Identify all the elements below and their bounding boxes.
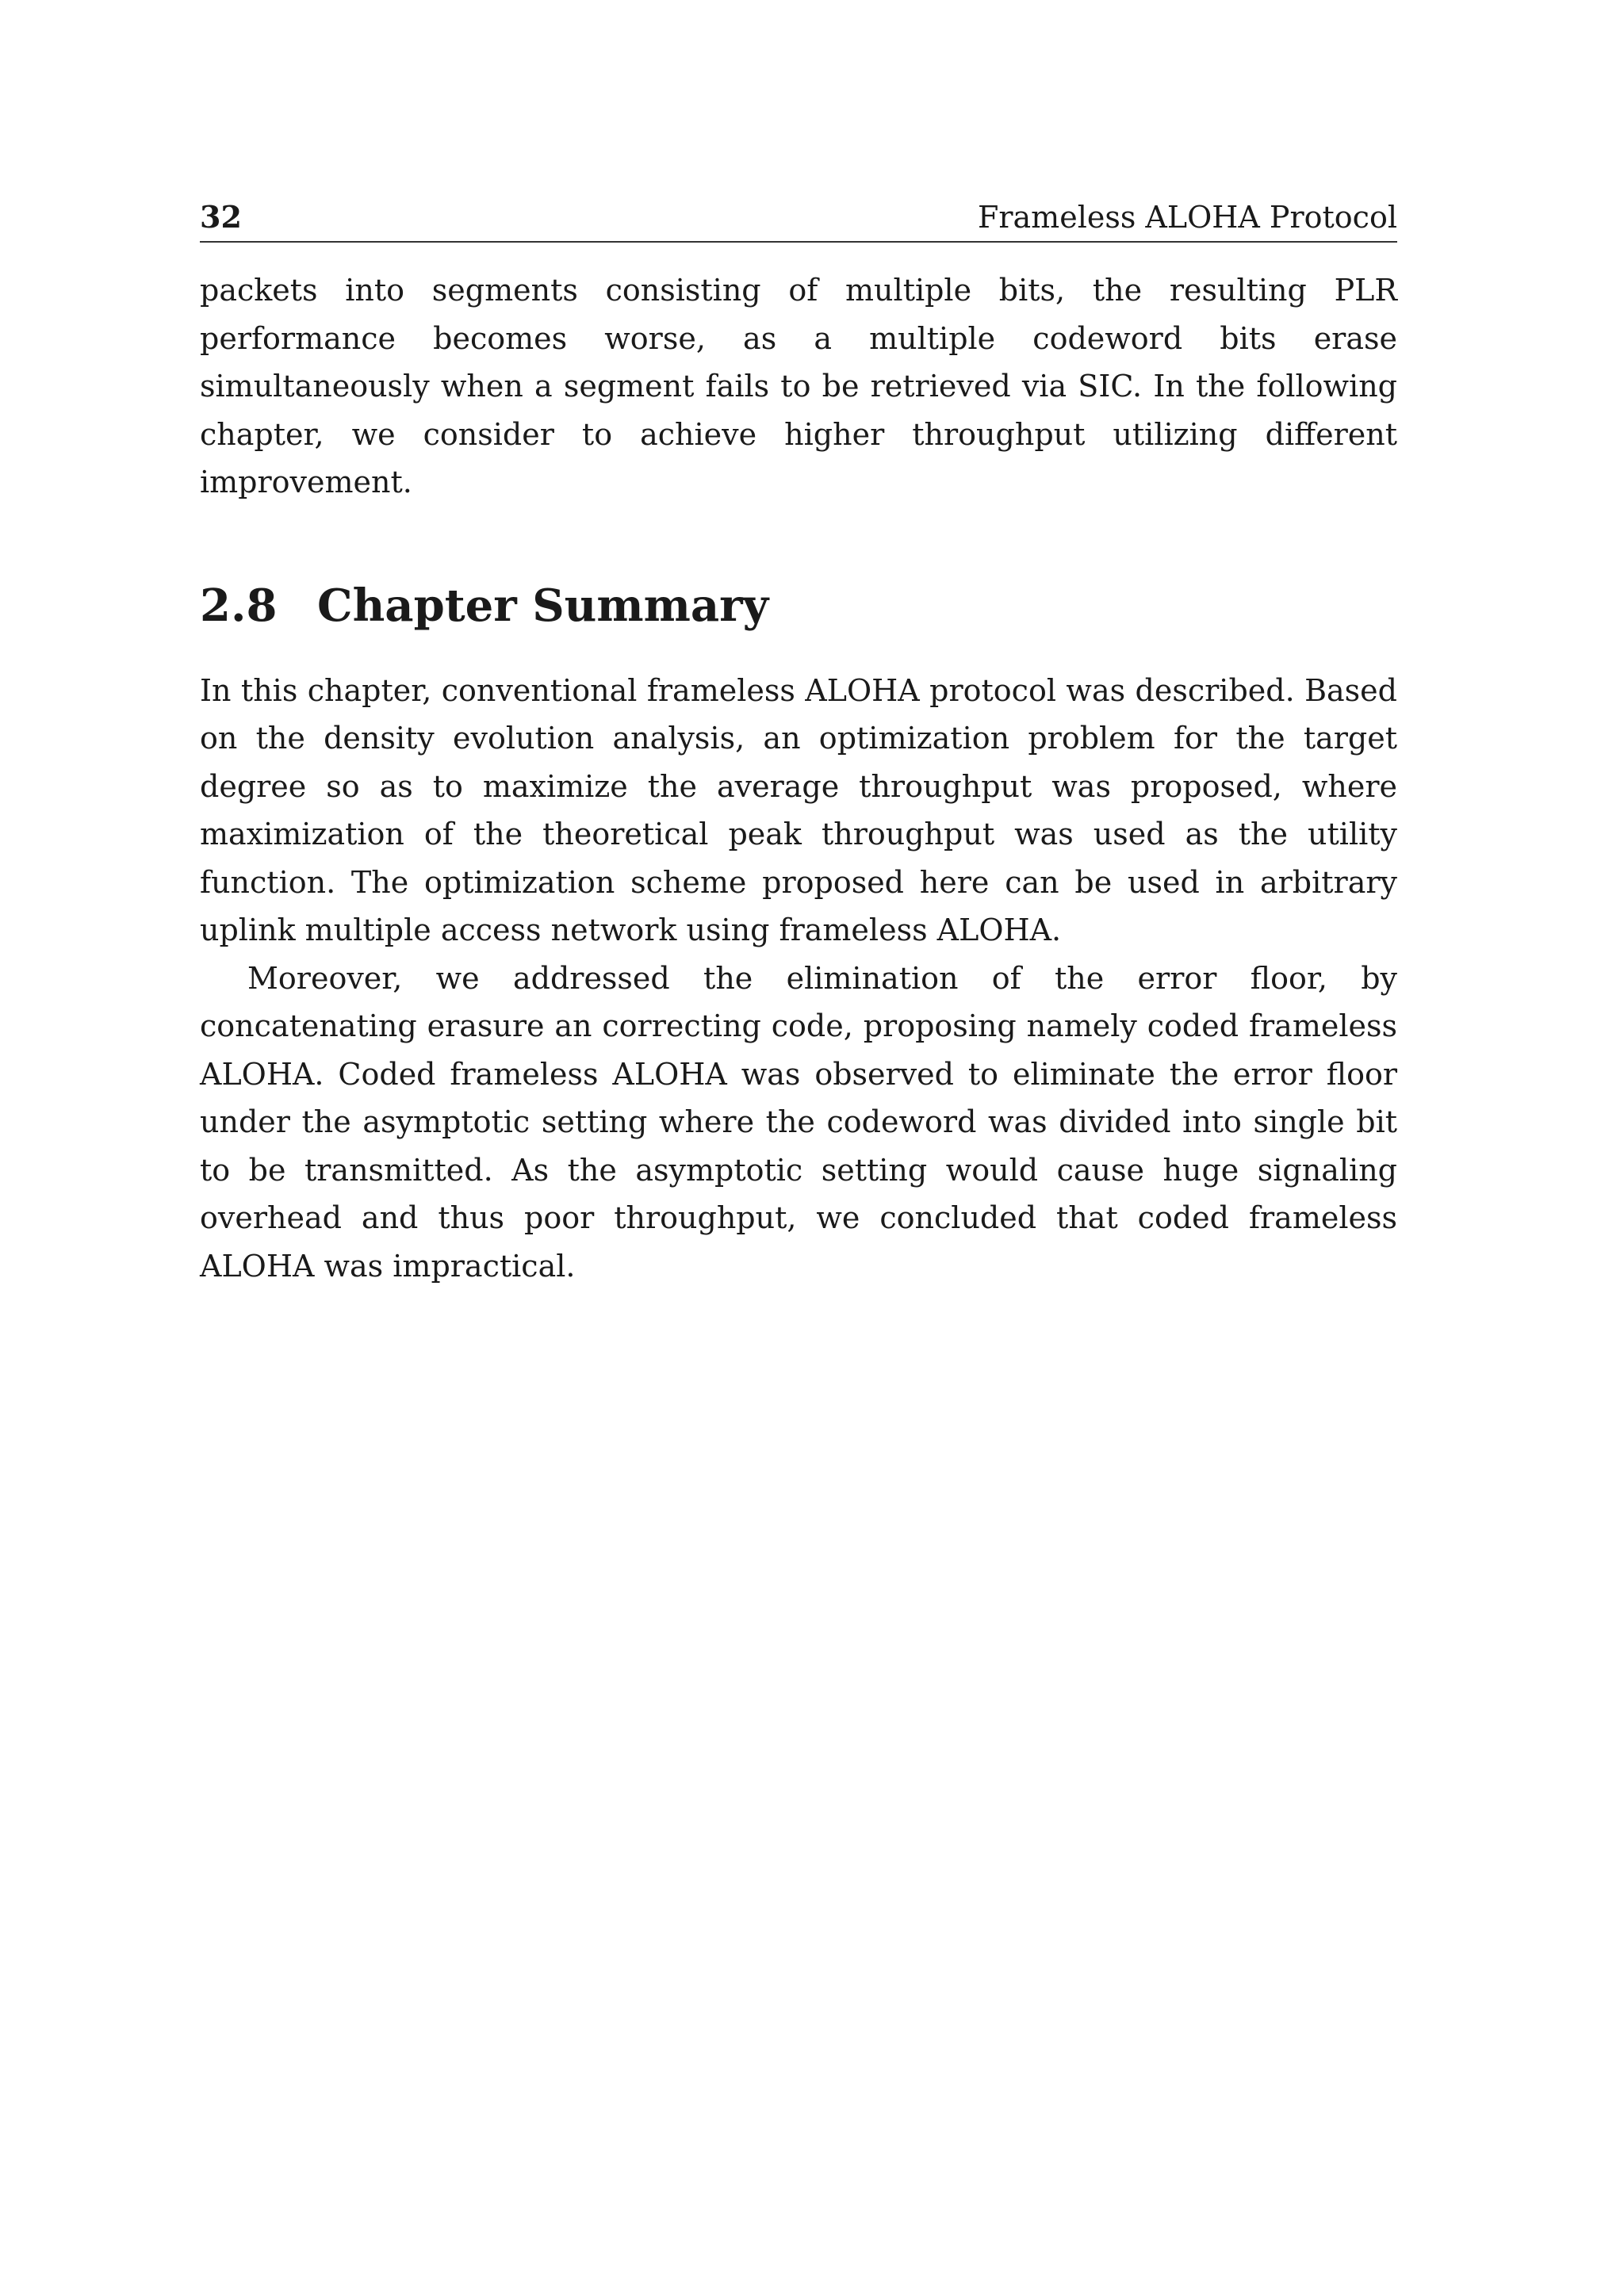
page-number: 32 bbox=[200, 199, 242, 235]
running-header bbox=[200, 197, 1397, 243]
running-chapter-title: Frameless ALOHA Protocol bbox=[978, 200, 1397, 235]
continuation-paragraph: packets into segments consisting of multiple bits, the resulting PLR performance becomes worse, as a multiple codeword bits erase simultaneously when a segment fails to be retrieved via SIC. In the following chapter, we consider to achieve higher throughput utilizing different improvement. bbox=[200, 273, 1397, 499]
section-title: Chapter Summary bbox=[317, 579, 769, 632]
document-page bbox=[200, 197, 1397, 1290]
summary-paragraph: In this chapter, conventional frameless ALOHA protocol was described. Based on the density evolution analysis, an optimization problem for the target degree so as to maximize the average throughput was proposed, where maximization of the theoretical peak throughput was used as the utility function. The optimization scheme proposed here can be used in arbitrary uplink multiple access network using frameless ALOHA. bbox=[200, 672, 1397, 947]
section-number: 2.8 bbox=[200, 579, 278, 632]
summary-paragraph: Moreover, we addressed the elimination of the error floor, by concatenating erasure an correcting code, proposing namely coded frameless ALOHA. Coded frameless ALOHA was observed to eliminate the error floor under the asymptotic setting where the codeword was divided into single bit to be transmitted. As the asymptotic setting would cause huge signaling overhead and thus poor throughput, we concluded that coded frameless ALOHA was impractical. bbox=[200, 960, 1397, 1284]
section-heading bbox=[200, 578, 1397, 633]
